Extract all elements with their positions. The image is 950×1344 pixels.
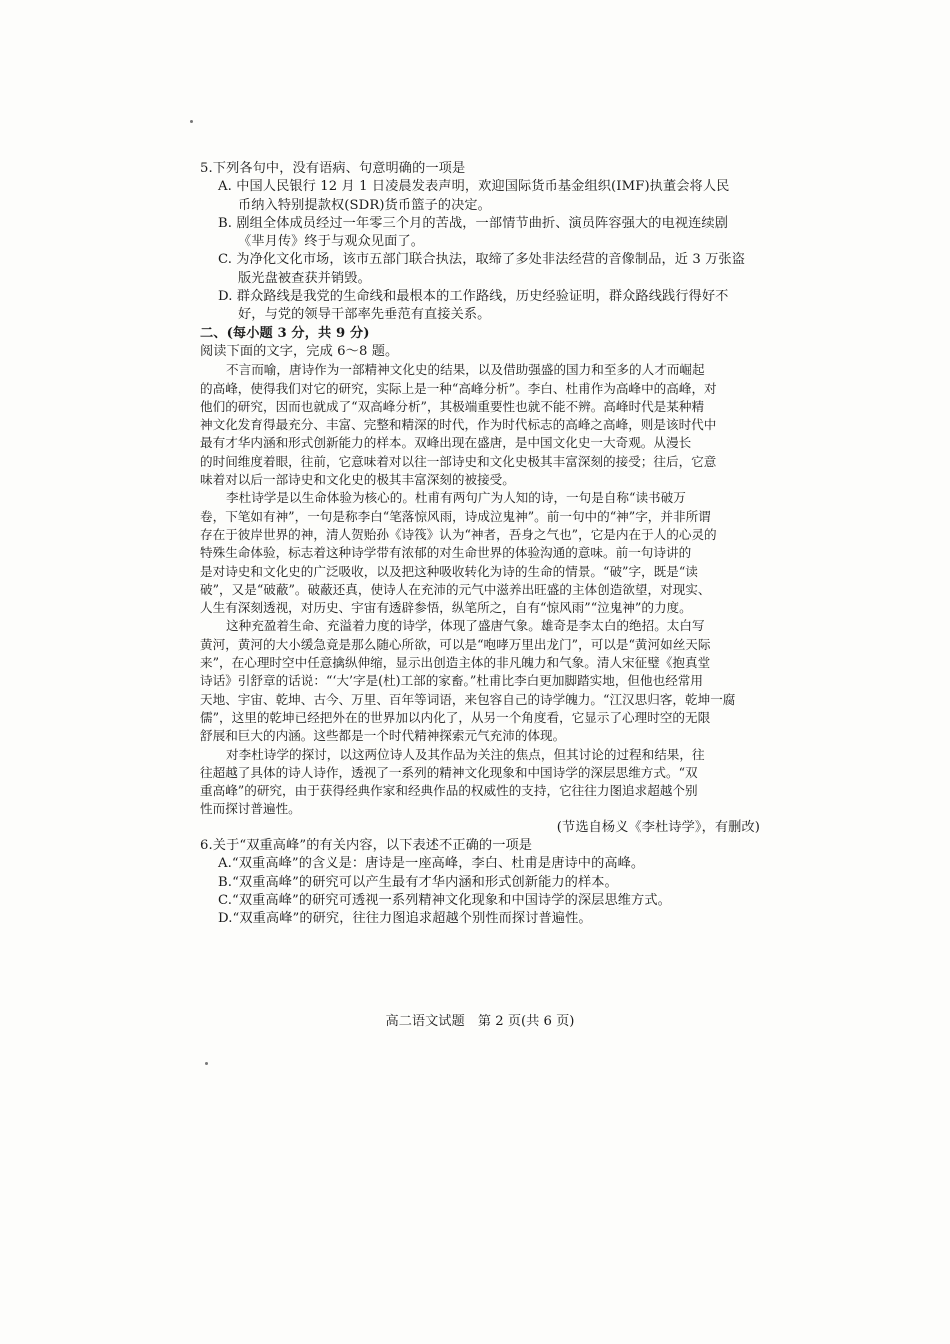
question-5-option-a-cont: 币纳入特别提款权(SDR)货币篮子的决定。: [238, 197, 491, 213]
scan-speck: [205, 1062, 208, 1065]
question-5-option-b: B. 剧组全体成员经过一年零三个月的苦战，一部情节曲折、演员阵容强大的电视连续剧: [218, 215, 729, 231]
passage-line: 卷，下笔如有神”，一句是称李白“笔落惊风雨，诗成泣鬼神”。前一句中的“神”字，并非所谓: [200, 508, 711, 524]
passage-source: (节选自杨义《李杜诗学》，有删改): [556, 819, 760, 835]
passage-line: 是对诗史和文化史的广泛吸收，以及把这种吸收转化为诗的生命的情景。“破”字，既是“读: [200, 563, 698, 579]
passage-line: 最有才华内涵和形式创新能力的样本。双峰出现在盛唐，是中国文化史一大奇观。从漫长: [200, 435, 692, 451]
passage-line: 对李杜诗学的探讨，以这两位诗人及其作品为关注的焦点，但其讨论的过程和结果，往: [226, 746, 705, 762]
question-5-stem: 5.下列各句中，没有语病、句意明确的一项是: [200, 161, 466, 176]
question-6-stem: 6.关于“双重高峰”的有关内容，以下表述不正确的一项是: [200, 837, 533, 853]
passage-line: 他们的研究，因而也就成了“双高峰分析”，其极端重要性也就不能不辨。高峰时代是某种精: [200, 398, 705, 414]
passage-line: 的高峰，使得我们对它的研究，实际上是一种“高峰分析”。李白、杜甫作为高峰中的高峰，对: [200, 380, 717, 396]
passage-line: 黄河，黄河的大小缓急竟是那么随心所欲，可以是“咆哮万里出龙门”，可以是“黄河如丝天际: [200, 636, 711, 652]
question-5-option-d: D. 群众路线是我党的生命线和最根本的工作路线，历史经验证明，群众路线践行得好不: [218, 289, 729, 305]
passage-paragraph-1: [200, 361, 760, 489]
question-6: [200, 837, 760, 928]
question-5-option-a: A. 中国人民银行 12 月 1 日凌晨发表声明，欢迎国际货币基金组织(IMF)执董会将人民: [218, 179, 730, 195]
question-5-option-b-cont: 《芈月传》终于与观众见面了。: [238, 234, 425, 250]
passage-paragraph-2: [200, 489, 760, 617]
question-5-option-c: C. 为净化文化市场，该市五部门联合执法，取缔了多处非法经营的音像制品，近 3 万张盗: [218, 252, 746, 268]
section-2-heading: 二、(每小题 3 分，共 9 分): [200, 325, 370, 341]
passage-line: 人生有深刻透视，对历史、宇宙有透辟参悟，纵笔所之，自有“惊风雨”“泣鬼神”的力度。: [200, 600, 692, 616]
section-2-instruction: 阅读下面的文字，完成 6～8 题。: [200, 343, 399, 359]
passage-line: 儒”，这里的乾坤已经把外在的世界加以内化了，从另一个角度看，它显示了心理时空的无限: [200, 709, 711, 725]
passage-line: 的时间维度着眼，往前，它意味着对以往一部诗史和文化史极其丰富深刻的接受；往后，它意: [200, 453, 717, 469]
passage-paragraph-4: [200, 746, 760, 819]
passage-line: 不言而喻，唐诗作为一部精神文化史的结果，以及借助强盛的国力和至多的人才而崛起: [226, 362, 705, 378]
passage-line: 来”，在心理时空中任意擒纵伸缩，显示出创造主体的非凡魄力和气象。清人宋征璧《抱真堂: [200, 655, 711, 671]
passage-line: 破”，又是“破蔽”。破蔽还真，使诗人在充沛的元气中滋养出旺盛的主体创造欲望，对现实、: [200, 581, 711, 597]
passage-paragraph-3: [200, 617, 760, 745]
passage-line: 重高峰”的研究，由于获得经典作家和经典作品的权威性的支持，它往往力图追求超越个别: [200, 783, 698, 799]
passage-line: 诗话》引舒章的话说：“‘大’字是(杜)工部的家畜。”杜甫比李白更加脚踏实地，但他也经常用: [200, 673, 703, 689]
passage-line: 李杜诗学是以生命体验为核心的。杜甫有两句广为人知的诗，一句是自称“读书破万: [226, 490, 686, 506]
reading-passage: [200, 361, 760, 837]
question-5-option-c-cont: 版光盘被查获并销毁。: [238, 270, 371, 286]
question-5: [200, 160, 760, 325]
passage-line: 神文化发育得最充分、丰富、完整和精深的时代，作为时代标志的高峰之高峰，则是该时代中: [200, 417, 717, 433]
question-5-option-d-cont: 好，与党的领导干部率先垂范有直接关系。: [238, 307, 491, 323]
question-6-option-c: C.“双重高峰”的研究可透视一系列精神文化现象和中国诗学的深层思维方式。: [218, 892, 671, 908]
passage-line: 舒展和巨大的内涵。这些都是一个时代精神探索元气充沛的体现。: [200, 728, 566, 744]
page-footer: 高二语文试题 第 2 页(共 6 页): [385, 1014, 575, 1029]
question-6-option-d: D.“双重高峰”的研究，往往力图追求超越个别性而探讨普遍性。: [218, 911, 592, 927]
passage-line: 天地、宇宙、乾坤、古今、万里、百年等词语，来包容自己的诗学魄力。“江汉思归客，乾坤一腐: [200, 691, 736, 707]
passage-line: 味着对以后一部诗史和文化史的极其丰富深刻的被接受。: [200, 472, 515, 488]
scan-speck: [190, 120, 193, 123]
page-content: [200, 160, 760, 928]
passage-line: 这种充盈着生命、充溢着力度的诗学，体现了盛唐气象。雄奇是李太白的绝招。太白写: [226, 618, 705, 634]
passage-line: 往超越了具体的诗人诗作，透视了一系列的精神文化现象和中国诗学的深层思维方式。“双: [200, 764, 698, 780]
question-6-option-a: A.“双重高峰”的含义是：唐诗是一座高峰，李白、杜甫是唐诗中的高峰。: [218, 856, 645, 872]
passage-line: 性而探讨普遍性。: [200, 801, 301, 817]
passage-line: 存在于彼岸世界的神，清人贺贻孙《诗筏》认为“神者，吾身之气也”，它是内在于人的心灵的: [200, 526, 717, 542]
question-6-option-b: B.“双重高峰”的研究可以产生最有才华内涵和形式创新能力的样本。: [218, 874, 618, 890]
passage-line: 特殊生命体验，标志着这种诗学带有浓郁的对生命世界的体验沟通的意味。前一句诗讲的: [200, 545, 692, 561]
